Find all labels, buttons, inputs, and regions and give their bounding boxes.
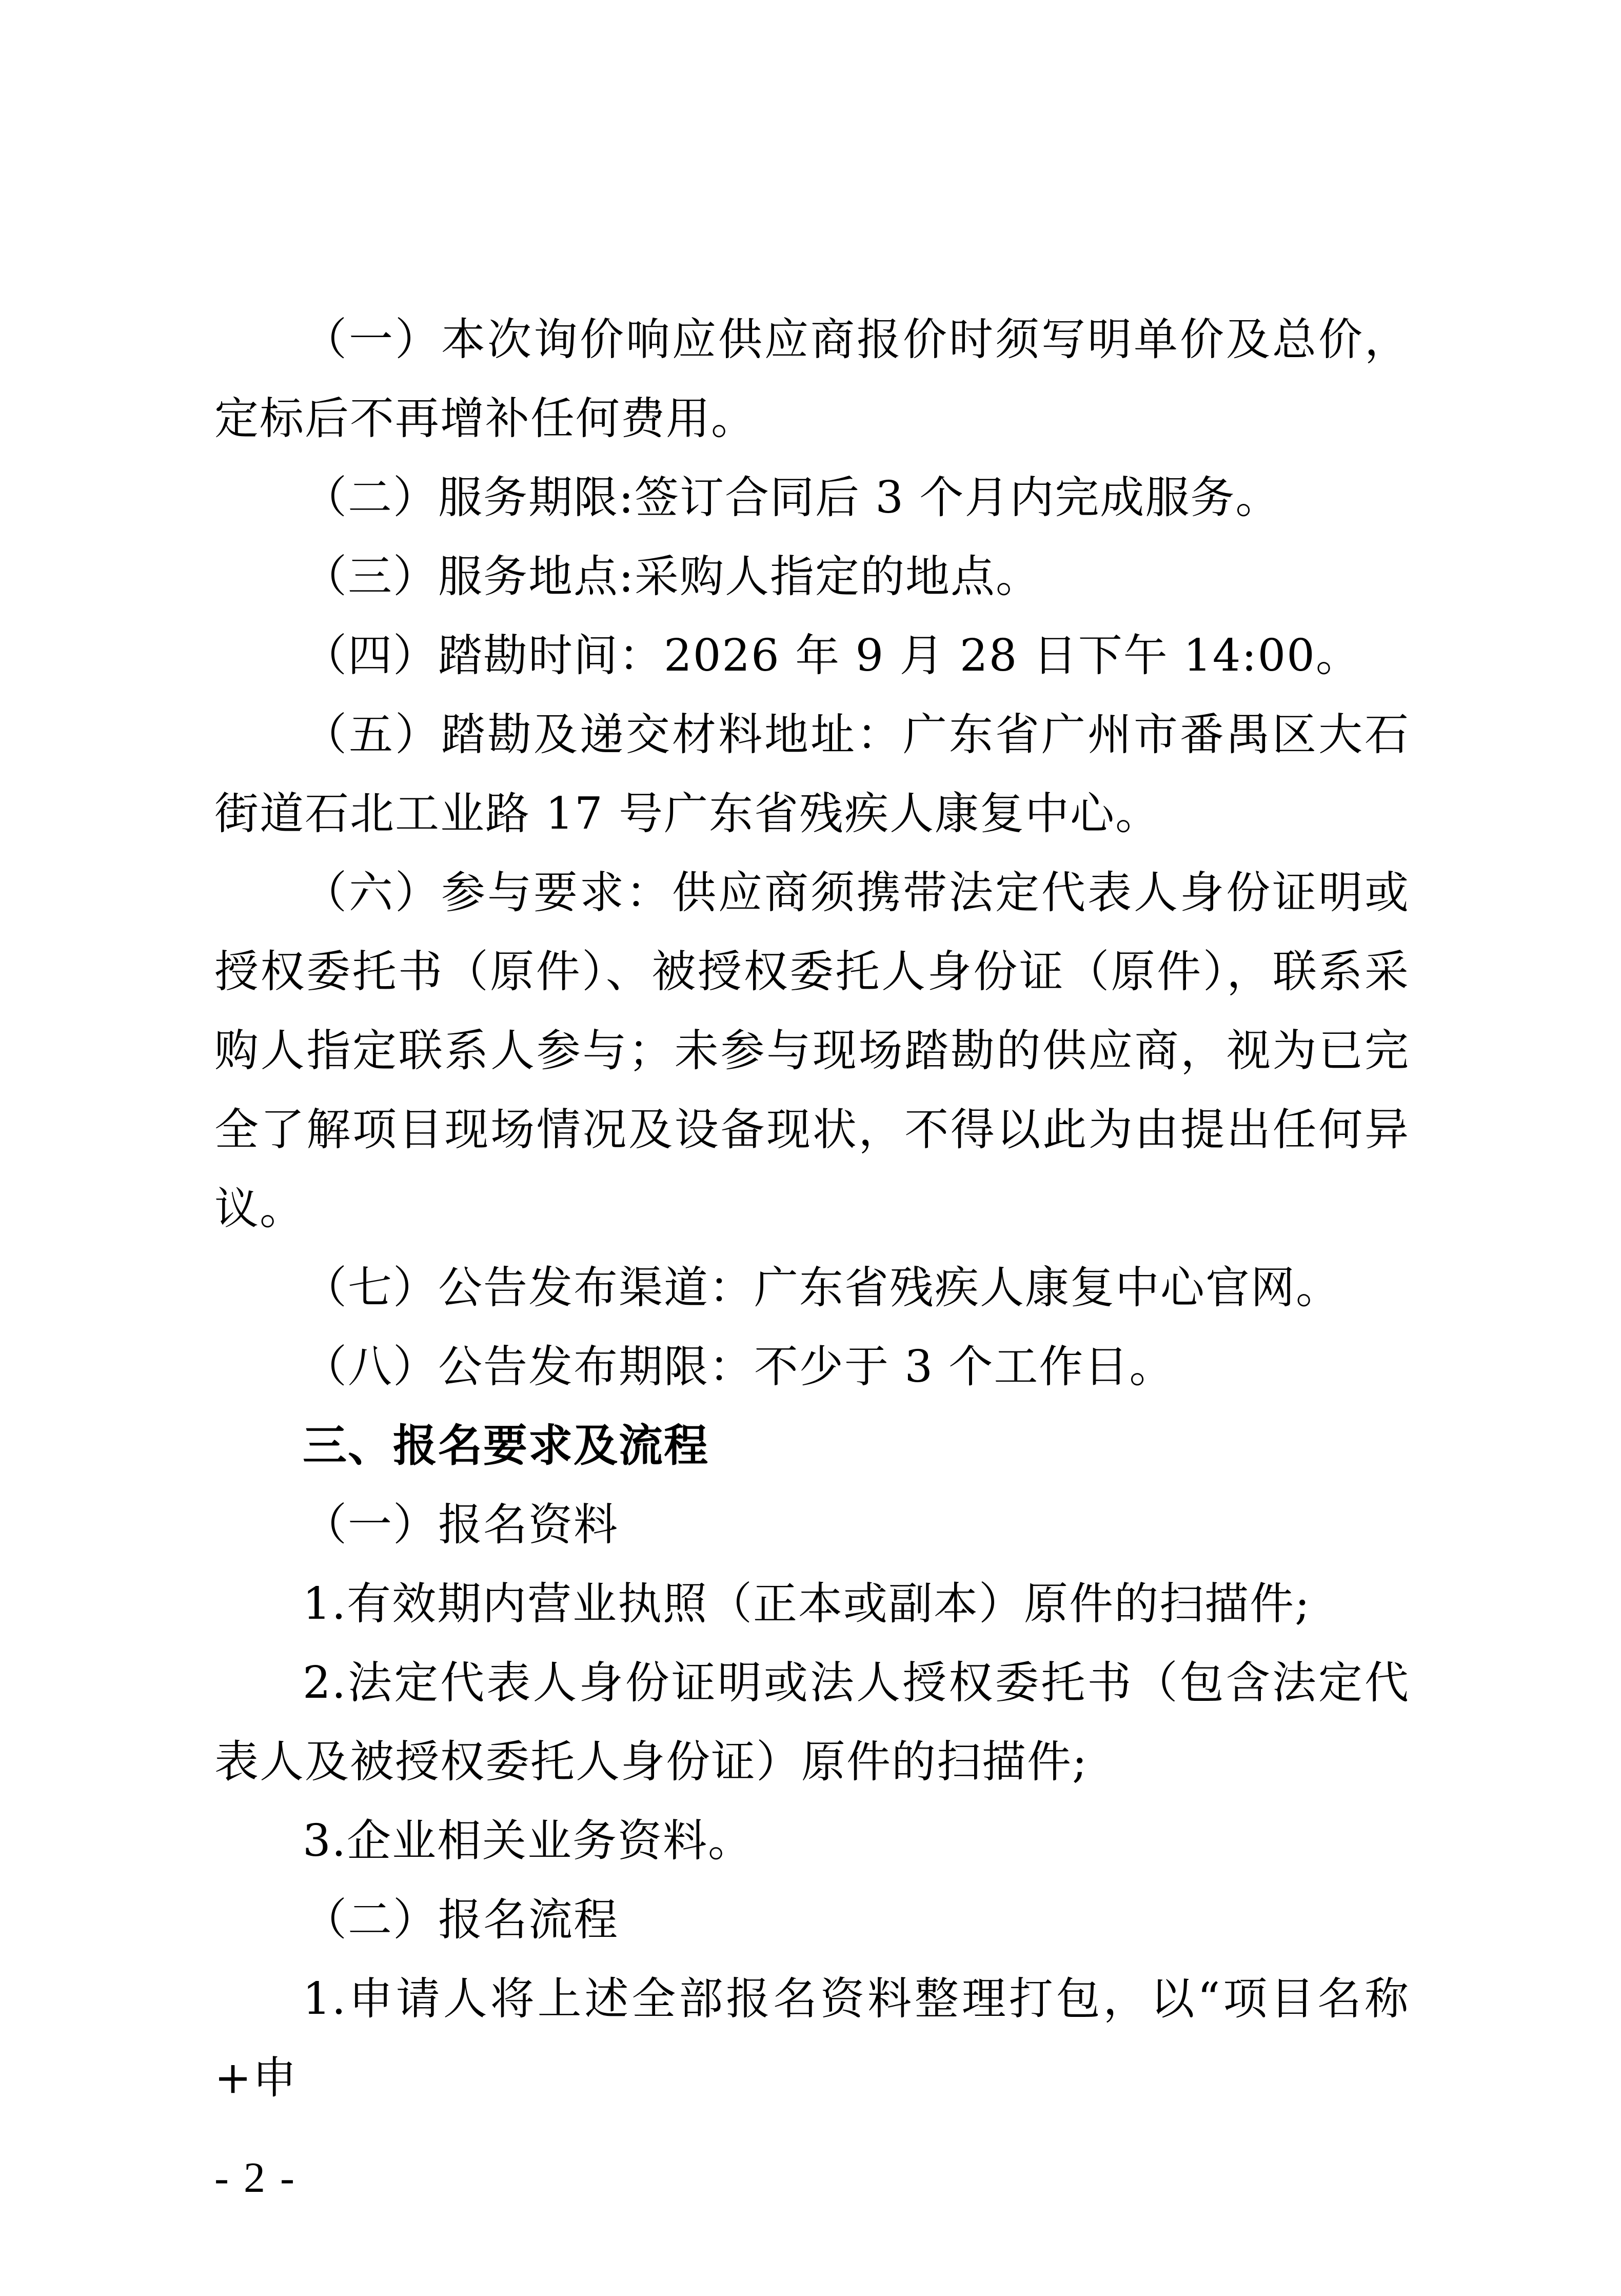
paragraph-announcement-period: （八）公告发布期限：不少于 3 个工作日。 [303,1341,1175,1392]
list-item-business-materials: 3.企业相关业务资料。 [303,1815,754,1867]
paragraph-quotation-requirement: （一）本次询价响应供应商报价时须写明单价及总价，定标后不再增补任何费用。 [214,314,1410,444]
paragraph-service-location: （三）服务地点:采购人指定的地点。 [303,551,1041,602]
paragraph-service-period: （二）服务期限:签订合同后 3 个月内完成服务。 [303,472,1281,523]
page-number: - 2 - [214,2154,296,2202]
section-heading-registration: 三、报名要求及流程 [303,1420,709,1471]
subheading-registration-process: （二）报名流程 [303,1894,619,1946]
list-item-business-license: 1.有效期内营业执照（正本或副本）原件的扫描件; [303,1578,1311,1630]
paragraph-announcement-channel: （七）公告发布渠道：广东省残疾人康复中心官网。 [303,1262,1341,1313]
paragraph-site-visit-time: （四）踏勘时间：2026 年 9 月 28 日下午 14:00。 [303,630,1361,681]
subheading-registration-materials: （一）报名资料 [303,1499,619,1551]
paragraph-site-visit-address: （五）踏勘及递交材料地址：广东省广州市番禺区大石街道石北工业路 17 号广东省残疾人康复中心。 [214,709,1410,839]
list-item-package-materials: 1.申请人将上述全部报名资料整理打包，以“项目名称+申 [214,1973,1410,2104]
paragraph-participation-requirement: （六）参与要求：供应商须携带法定代表人身份证明或授权委托书（原件）、被授权委托人身份证（原件），联系采购人指定联系人参与；未参与现场踏勘的供应商，视为已完全了解项目现场情况及设备现状，不得以此为由提出任何异议。 [214,867,1410,1234]
list-item-legal-representative-proof: 2.法定代表人身份证明或法人授权委托书（包含法定代表人及被授权委托人身份证）原件的扫描件; [214,1657,1410,1788]
document-body [214,300,1410,2117]
